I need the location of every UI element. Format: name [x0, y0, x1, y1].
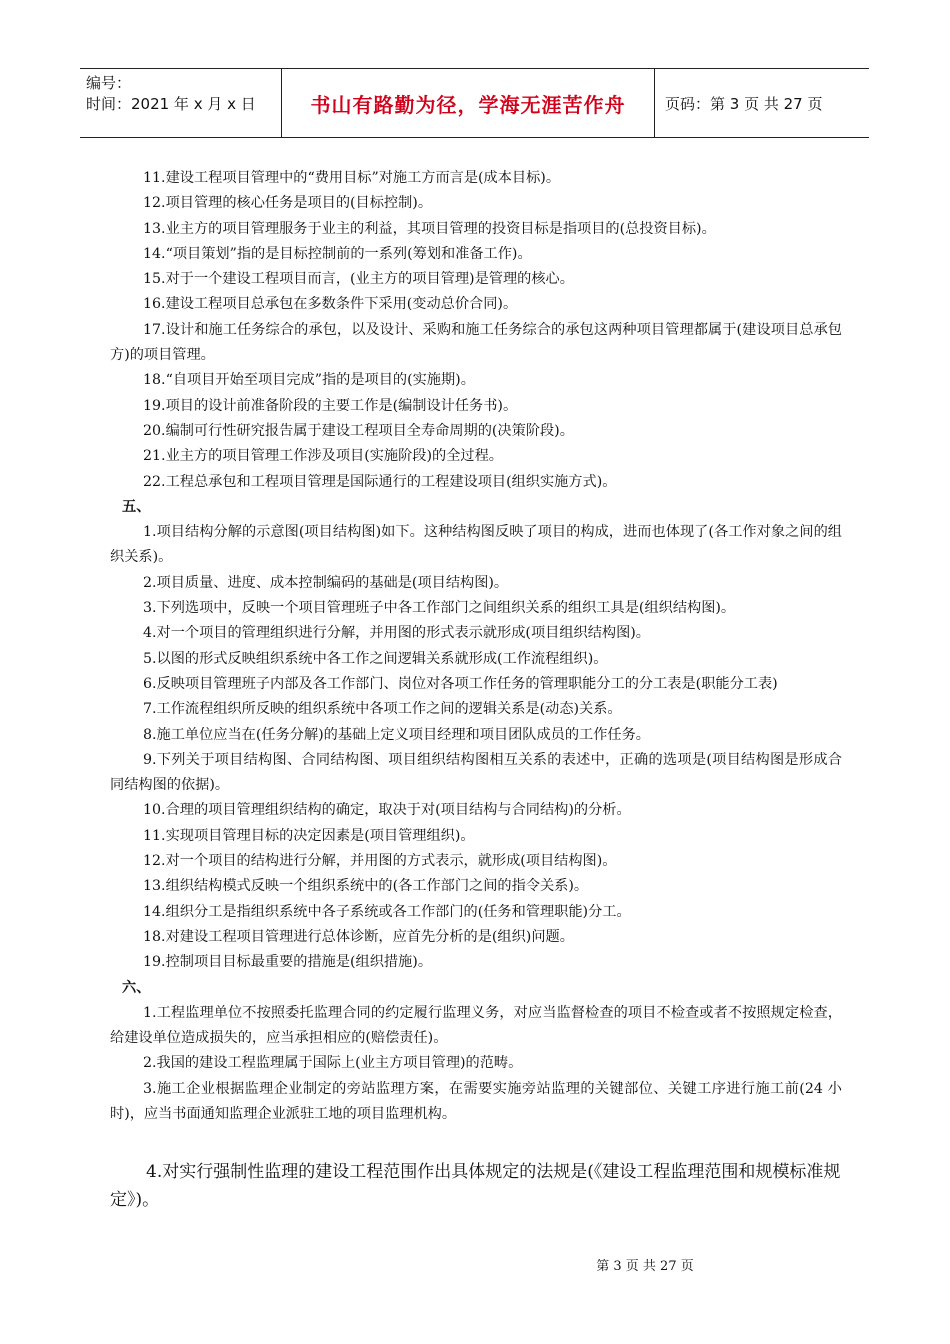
- list-item: 3.下列选项中，反映一个项目管理班子中各工作部门之间组织关系的组织工具是(组织结构图)。: [143, 600, 736, 617]
- list-item: 13.业主方的项目管理服务于业主的利益，其项目管理的投资目标是指项目的(总投资目标)。: [143, 220, 716, 237]
- list-item: 21.业主方的项目管理工作涉及项目(实施阶段)的全过程。: [143, 448, 503, 465]
- page-footer: 第 3 页 共 27 页: [596, 1259, 694, 1274]
- list-item: 14.组织分工是指组织系统中各子系统或各工作部门的(任务和管理职能)分工。: [143, 903, 631, 920]
- list-item: 14.“项目策划”指的是目标控制前的一系列(筹划和准备工作)。: [143, 245, 532, 262]
- page-header: [80, 68, 869, 138]
- list-item: 19.控制项目目标最重要的措施是(组织措施)。: [143, 954, 433, 971]
- number-label: 编号：: [86, 74, 132, 92]
- list-item: 11.建设工程项目管理中的“费用目标”对施工方而言是(成本目标)。: [143, 170, 561, 186]
- header-meta: [80, 69, 282, 137]
- list-item: 5.以图的形式反映组织系统中各工作之间逻辑关系就形成(工作流程组织)。: [143, 650, 608, 667]
- list-item: 22.工程总承包和工程项目管理是国际通行的工程建设项目(组织实施方式)。: [143, 473, 617, 490]
- list-item: 2.我国的建设工程监理属于国际上(业主方项目管理)的范畴。: [143, 1055, 523, 1072]
- section-heading: 五、: [122, 498, 151, 515]
- list-item: 20.编制可行性研究报告属于建设工程项目全寿命周期的(决策阶段)。: [143, 422, 574, 439]
- list-item: 1.工程监理单位不按照委托监理合同的约定履行监理义务，对应当监督检查的项目不检查或者不按照规定检查，给建设单位造成损失的，应当承担相应的(赔偿责任)。: [110, 1004, 842, 1047]
- list-item: 7.工作流程组织所反映的组织系统中各项工作之间的逻辑关系是(动态)关系。: [143, 701, 622, 718]
- list-item: 19.项目的设计前准备阶段的主要工作是(编制设计任务书)。: [143, 397, 518, 414]
- list-item: 8.施工单位应当在(任务分解)的基础上定义项目经理和项目团队成员的工作任务。: [143, 726, 650, 743]
- list-item: 13.组织结构模式反映一个组织系统中的(各工作部门之间的指令关系)。: [143, 878, 589, 895]
- list-item: 12.对一个项目的结构进行分解，并用图的方式表示，就形成(项目结构图)。: [143, 853, 617, 870]
- list-item: 18.对建设工程项目管理进行总体诊断，应首先分析的是(组织)问题。: [143, 928, 574, 945]
- list-item: 12.项目管理的核心任务是项目的(目标控制)。: [143, 195, 433, 212]
- list-item: 16.建设工程项目总承包在多数条件下采用(变动总价合同)。: [143, 296, 518, 313]
- list-item: 1.项目结构分解的示意图(项目结构图)如下。这种结构图反映了项目的构成，进而也体现了(各工作对象之间的组织关系)。: [110, 524, 842, 566]
- list-item: 18.“自项目开始至项目完成”指的是项目的(实施期)。: [143, 372, 475, 389]
- list-item: 6.反映项目管理班子内部及各工作部门、岗位对各项工作任务的管理职能分工的分工表是(职能分工表): [143, 675, 778, 692]
- list-item: 2.项目质量、进度、成本控制编码的基础是(项目结构图)。: [143, 574, 509, 591]
- large-list-item: 4.对实行强制性监理的建设工程范围作出具体规定的法规是(《建设工程监理范围和规模标准规定》)。: [110, 1162, 841, 1210]
- list-item: 4.对一个项目的管理组织进行分解，并用图的形式表示就形成(项目组织结构图)。: [143, 625, 650, 642]
- motto: 书山有路勤为径，学海无涯苦作舟: [282, 69, 655, 137]
- list-item: 10.合理的项目管理组织结构的确定，取决于对(项目结构与合同结构)的分析。: [143, 802, 631, 819]
- page-info: 页码：第 3 页 共 27 页: [665, 94, 823, 113]
- list-item: 15.对于一个建设工程项目而言，(业主方的项目管理)是管理的核心。: [143, 271, 574, 288]
- section-heading: 六、: [122, 979, 151, 996]
- list-item: 17.设计和施工任务综合的承包，以及设计、采购和施工任务综合的承包这两种项目管理都属于(建设项目总承包方)的项目管理。: [110, 321, 842, 364]
- list-item: 3.施工企业根据监理企业制定的旁站监理方案，在需要实施旁站监理的关键部位、关键工序进行施工前(24 小时)，应当书面通知监理企业派驻工地的项目监理机构。: [110, 1080, 842, 1122]
- list-item: 11.实现项目管理目标的决定因素是(项目管理组织)。: [143, 827, 475, 844]
- body-text: [110, 166, 842, 1127]
- list-item: 9.下列关于项目结构图、合同结构图、项目组织结构图相互关系的表述中，正确的选项是(项目结构图是形成合同结构图的依据)。: [110, 751, 842, 794]
- date-label: 时间：2021 年 x 月 x 日: [86, 95, 256, 113]
